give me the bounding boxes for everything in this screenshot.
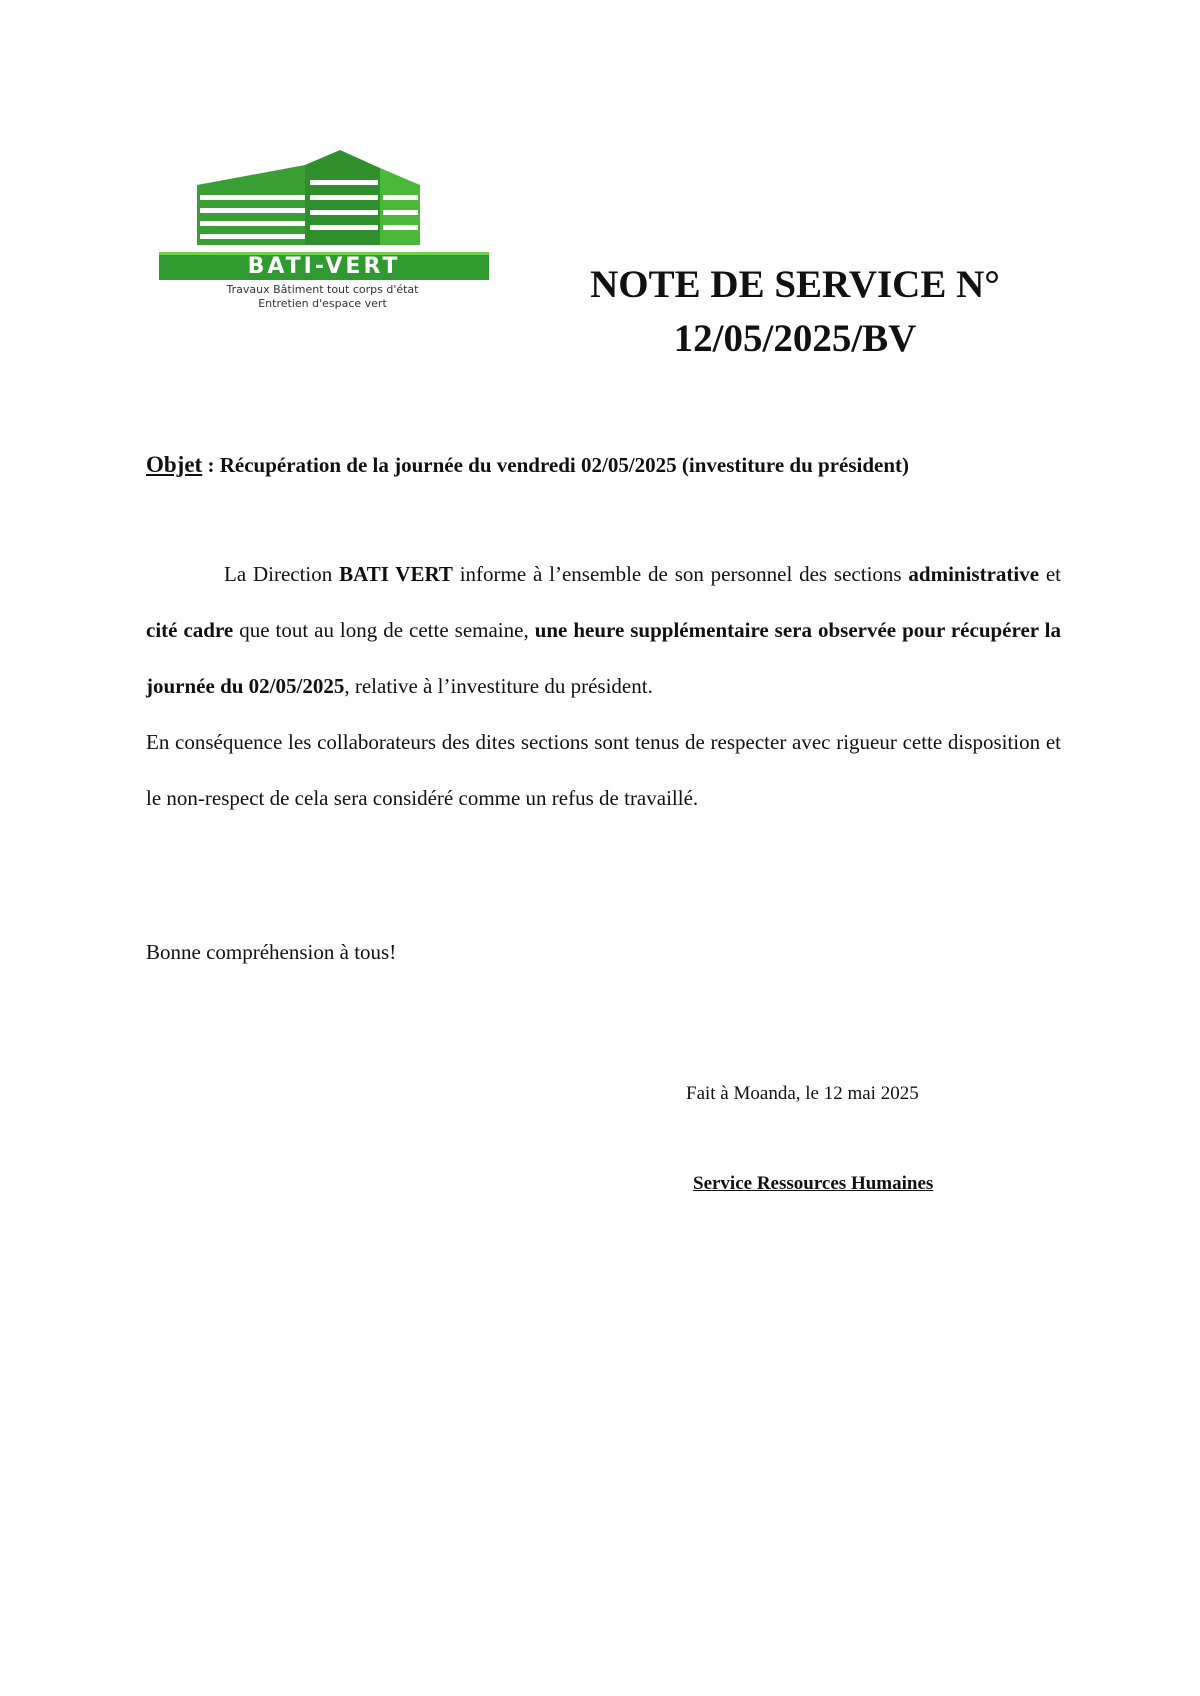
- section-name-bold: administrative: [908, 562, 1040, 586]
- title-line-1: NOTE DE SERVICE N°: [590, 263, 1000, 306]
- document-title: [560, 258, 1030, 366]
- signature-place-date: Fait à Moanda, le 12 mai 2025: [686, 1083, 919, 1104]
- logo-tagline-2: Entretien d'espace vert: [258, 297, 387, 310]
- logo-tagline-1: Travaux Bâtiment tout corps d'état: [226, 283, 419, 296]
- subject-label: Objet: [146, 452, 203, 477]
- body-text-run: La Direction: [224, 562, 340, 586]
- title-line-2: 12/05/2025/BV: [673, 317, 917, 360]
- body-text-run: et: [1039, 562, 1062, 586]
- body-text-run: que tout au long de cette semaine,: [233, 618, 535, 642]
- closing-line: Bonne compréhension à tous!: [146, 940, 397, 964]
- body-paragraph-1: [146, 546, 1061, 714]
- company-name-bold: BATI VERT: [339, 562, 453, 586]
- body-text-run: , relative à l’investiture du président.: [344, 674, 653, 698]
- subject-text: Récupération de la journée du vendredi 02/05/2025 (investiture du président): [219, 453, 910, 477]
- signature-department: Service Ressources Humaines: [693, 1173, 934, 1194]
- body-content: [146, 546, 1061, 826]
- subject-separator: :: [202, 453, 220, 477]
- section-name-bold: cité cadre: [146, 618, 234, 642]
- body-text-run: informe à l’ensemble de son personnel des sections: [452, 562, 909, 586]
- subject-line: [146, 452, 1066, 478]
- body-paragraph-2: En conséquence les collaborateurs des dites sections sont tenus de respecter avec rigueur cette disposition et le non-respect de cela sera considéré comme un refus de travaillé.: [146, 730, 1061, 810]
- company-logo: [155, 150, 490, 315]
- logo-brand-name: BATI-VERT: [247, 253, 401, 279]
- key-instruction-bold: une heure supplémentaire sera observée pour récupérer la journée du 02/05/2025: [146, 618, 1062, 698]
